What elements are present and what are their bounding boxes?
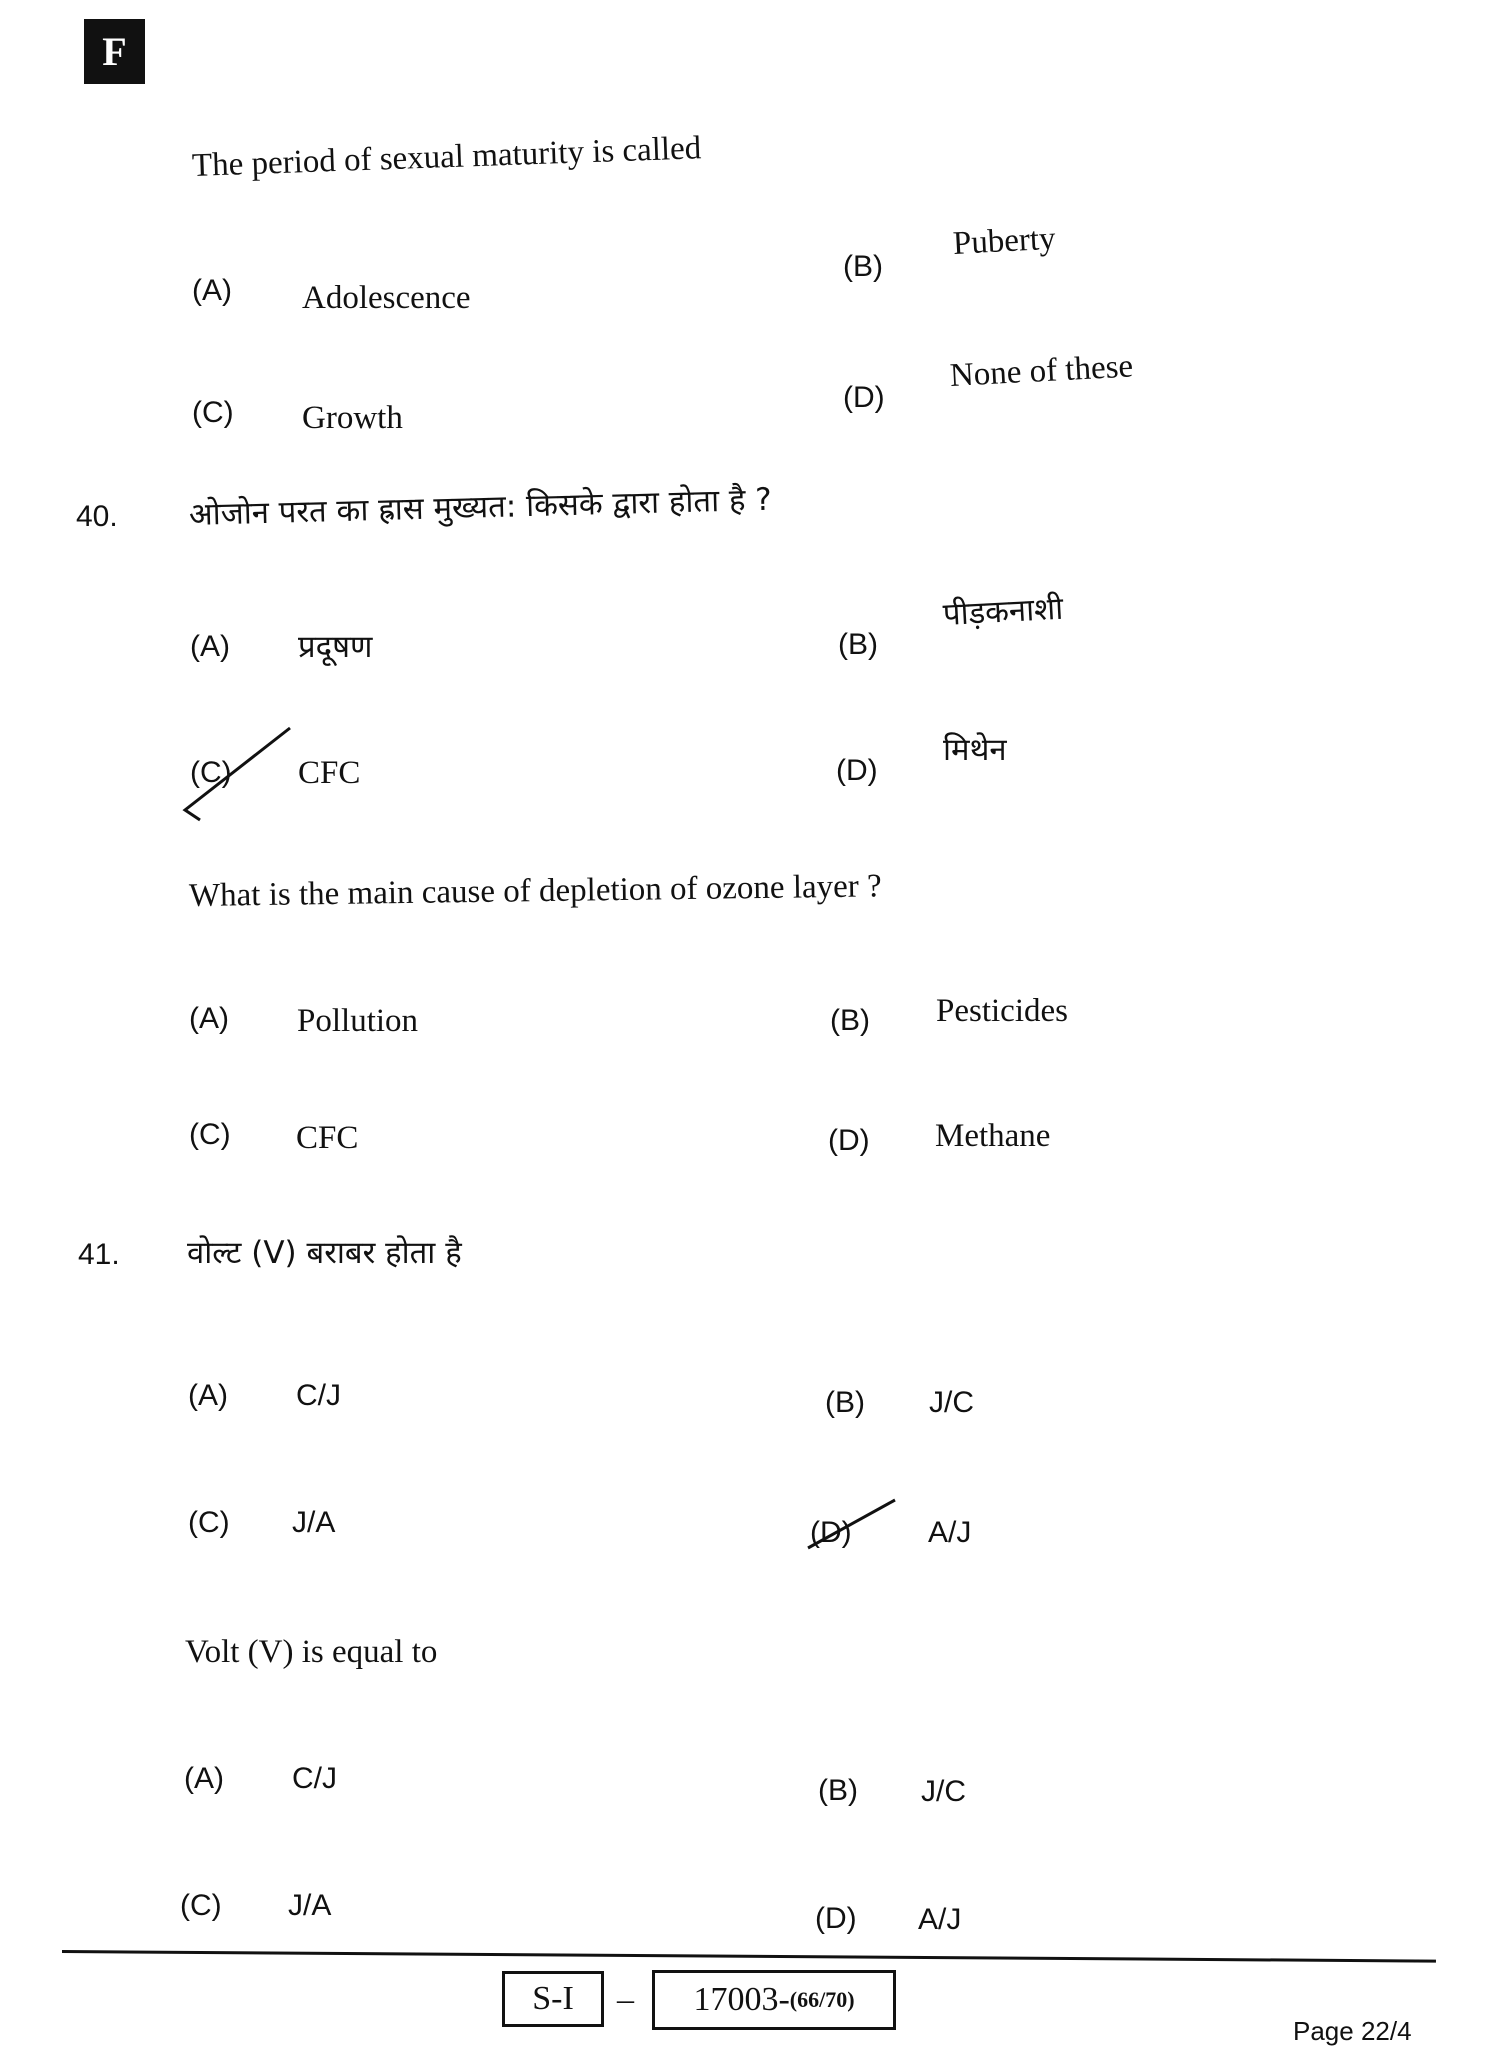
question-number: 40. bbox=[76, 500, 118, 533]
tick-mark-q41 bbox=[808, 1500, 895, 1548]
option-text: Growth bbox=[302, 400, 403, 436]
option-text: Methane bbox=[935, 1118, 1051, 1154]
option-text: A/J bbox=[928, 1516, 972, 1549]
question-40-text-hindi: ओजोन परत का ह्रास मुख्यत: किसके द्वारा होता है ? bbox=[188, 481, 773, 533]
page-number: Page 22/4 bbox=[1293, 2016, 1412, 2046]
option-text: J/C bbox=[921, 1775, 966, 1808]
option-text: पीड़कनाशी bbox=[942, 590, 1065, 633]
option-label: (A) bbox=[188, 1379, 228, 1412]
paper-code-box bbox=[652, 1970, 896, 2030]
option-text: CFC bbox=[296, 1120, 359, 1156]
option-label: (B) bbox=[843, 250, 883, 283]
option-label: (A) bbox=[192, 274, 232, 307]
option-label: (D) bbox=[843, 381, 885, 414]
option-label: (B) bbox=[838, 628, 878, 661]
option-text: प्रदूषण bbox=[298, 629, 373, 665]
option-label: (A) bbox=[184, 1762, 224, 1795]
question-39-text: The period of sexual maturity is called bbox=[191, 130, 702, 184]
option-label: (D) bbox=[815, 1902, 857, 1935]
option-text: Pollution bbox=[297, 1003, 419, 1039]
option-text: Pesticides bbox=[936, 993, 1068, 1029]
option-text: Puberty bbox=[952, 220, 1057, 262]
paper-code: 17003- bbox=[693, 1981, 790, 2018]
question-number: 41. bbox=[78, 1238, 120, 1271]
option-text: C/J bbox=[296, 1379, 341, 1412]
option-label: (C) bbox=[188, 1506, 230, 1539]
option-label: (A) bbox=[190, 630, 230, 663]
option-label: (B) bbox=[830, 1004, 870, 1037]
series-code: S-I bbox=[532, 1980, 574, 2017]
option-label: (C) bbox=[180, 1889, 222, 1922]
option-text: मिथेन bbox=[943, 732, 1007, 768]
tick-mark-q40 bbox=[185, 728, 290, 820]
option-text: CFC bbox=[298, 755, 361, 791]
option-text: Adolescence bbox=[302, 280, 471, 316]
option-text: J/A bbox=[292, 1506, 336, 1539]
option-label: (D) bbox=[810, 1516, 852, 1549]
question-40-text-english: What is the main cause of depletion of ozone layer ? bbox=[188, 868, 882, 914]
option-label: (B) bbox=[825, 1386, 865, 1419]
option-label: (D) bbox=[828, 1124, 870, 1157]
option-text: A/J bbox=[918, 1903, 962, 1936]
question-41-text-english: Volt (V) is equal to bbox=[185, 1634, 438, 1670]
option-label: (C) bbox=[192, 396, 234, 429]
footer-dash: – bbox=[617, 1981, 634, 2018]
series-box bbox=[502, 1971, 604, 2027]
option-label: (D) bbox=[836, 754, 878, 787]
option-text: J/C bbox=[929, 1386, 974, 1419]
question-41-text-hindi: वोल्ट (V) बराबर होता है bbox=[187, 1235, 462, 1271]
option-label: (B) bbox=[818, 1774, 858, 1807]
option-text: C/J bbox=[292, 1762, 337, 1795]
set-code-badge: F bbox=[84, 19, 145, 84]
option-label: (C) bbox=[189, 1118, 231, 1151]
option-text: None of these bbox=[949, 348, 1134, 394]
option-label: (A) bbox=[189, 1002, 229, 1035]
option-label: (C) bbox=[190, 756, 232, 789]
option-text: J/A bbox=[288, 1889, 332, 1922]
paper-code-suffix: (66/70) bbox=[789, 1987, 855, 2012]
